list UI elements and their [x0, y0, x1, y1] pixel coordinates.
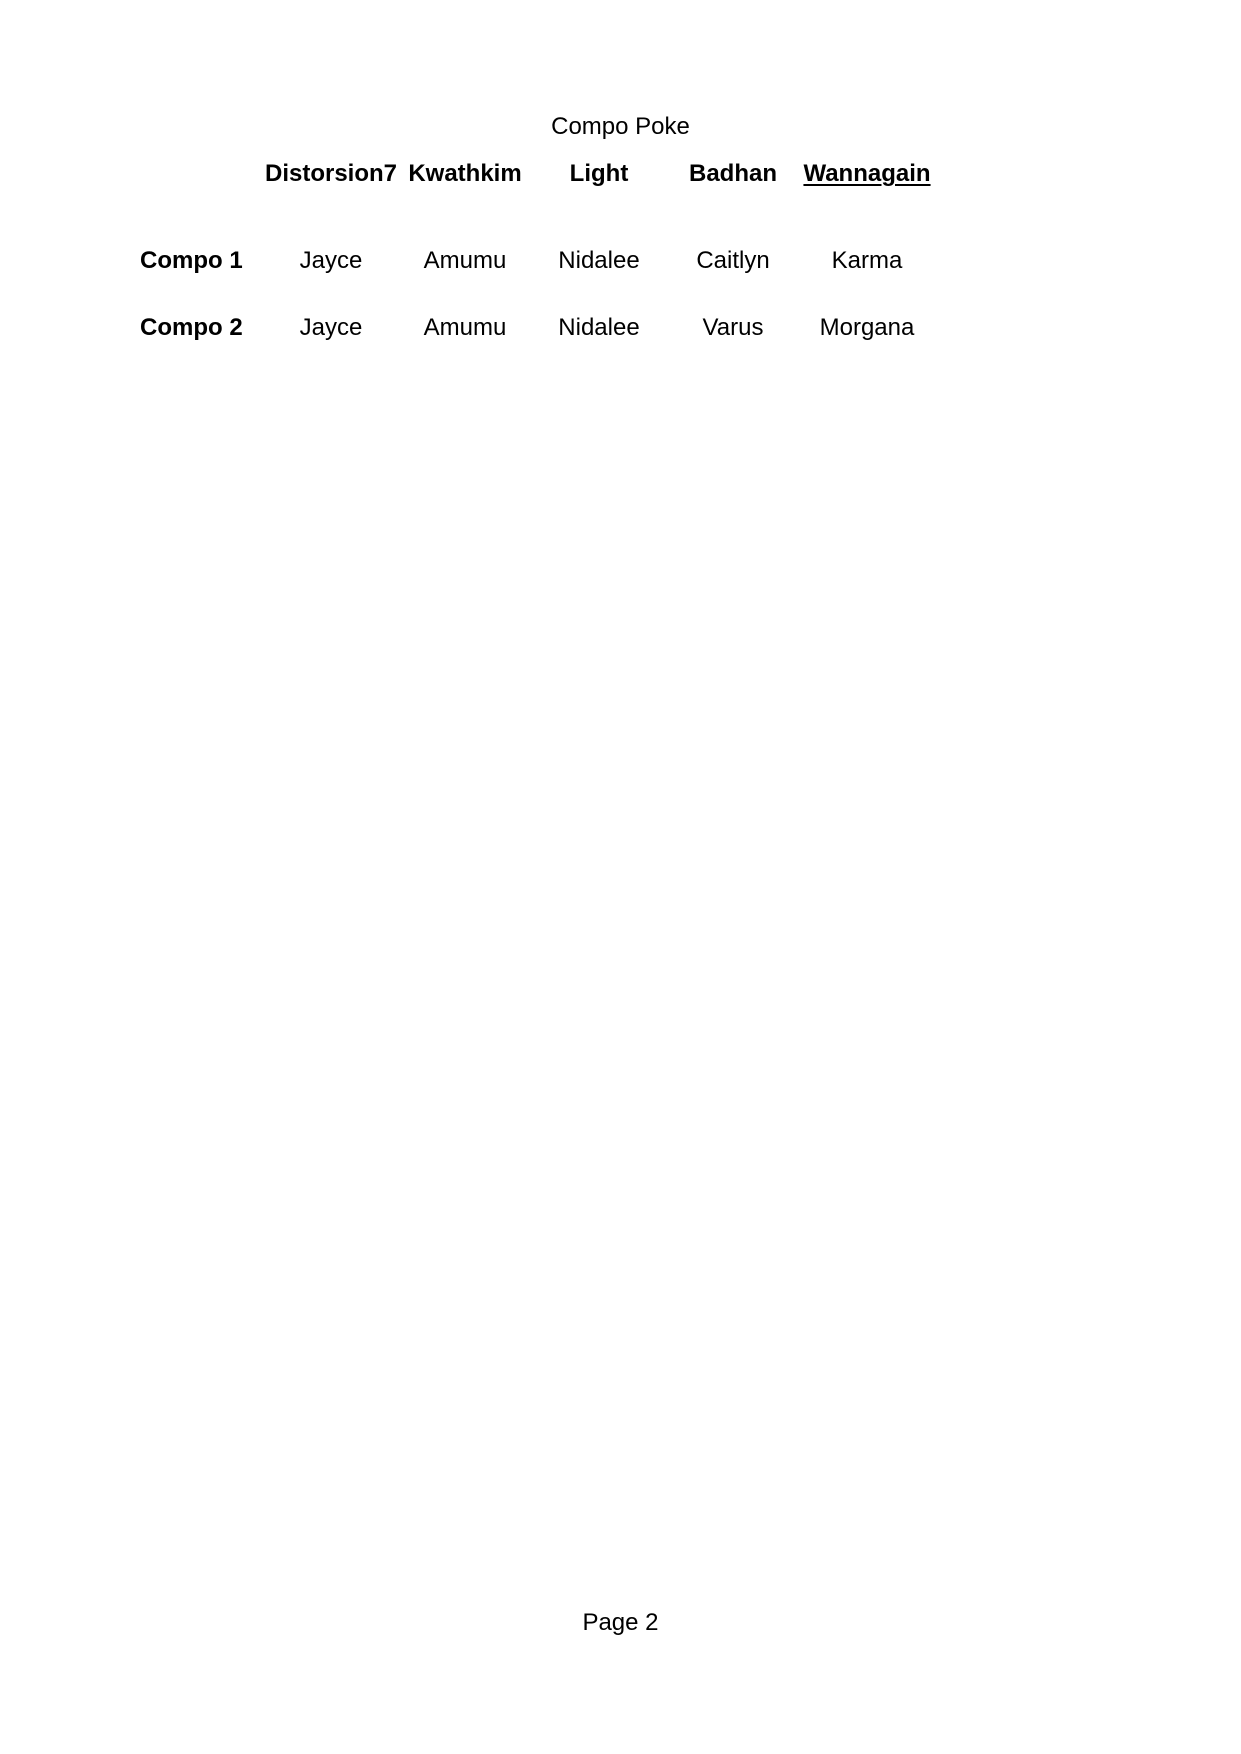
table-cell: Amumu	[423, 247, 507, 274]
table-cell: Varus	[702, 314, 764, 341]
column-header-badhan: Badhan	[688, 160, 777, 187]
table-cell: Karma	[831, 247, 903, 274]
column-header-kwathkim: Kwathkim	[408, 160, 522, 187]
column-header-distorsion7: Distorsion7	[264, 160, 398, 187]
page-number: Page 2	[582, 1609, 659, 1636]
table-cell: Nidalee	[558, 247, 640, 274]
table-cell: Caitlyn	[696, 247, 770, 274]
header-row-spacer	[140, 160, 264, 188]
table-cell: Jayce	[299, 314, 363, 341]
table-cell: Morgana	[819, 314, 915, 341]
table-cell: Amumu	[423, 314, 507, 341]
table-header-row	[0, 160, 1241, 188]
row-label-compo1: Compo 1	[140, 247, 243, 274]
column-header-light: Light	[569, 160, 629, 187]
column-header-wannagain: Wannagain	[803, 160, 931, 187]
table-row-compo1	[0, 247, 1241, 275]
table-row-compo2	[0, 314, 1241, 342]
document-title: Compo Poke	[551, 113, 690, 140]
row-label-compo2: Compo 2	[140, 314, 243, 341]
table-cell: Nidalee	[558, 314, 640, 341]
table-cell: Jayce	[299, 247, 363, 274]
